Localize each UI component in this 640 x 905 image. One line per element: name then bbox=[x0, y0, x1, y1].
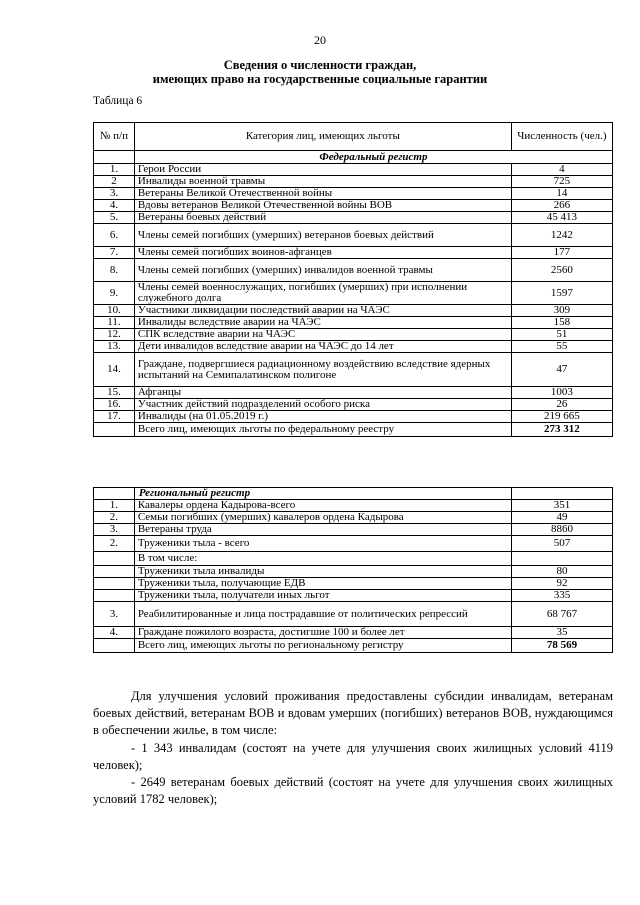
row-category: СПК вследствие аварии на ЧАЭС bbox=[134, 329, 511, 341]
including-row bbox=[94, 552, 613, 566]
table-row bbox=[94, 200, 613, 212]
row-count: 49 bbox=[511, 512, 612, 524]
row-count: 78 569 bbox=[511, 639, 612, 653]
section-title-federal: Федеральный регистр bbox=[134, 151, 612, 164]
row-number: 16. bbox=[94, 399, 135, 411]
row-category: Труженики тыла инвалиды bbox=[134, 566, 511, 578]
row-number: 8. bbox=[94, 259, 135, 282]
empty-cell bbox=[94, 566, 135, 578]
empty-cell bbox=[511, 488, 612, 500]
sub-row bbox=[94, 578, 613, 590]
section-row-regional bbox=[94, 488, 613, 500]
row-count: 266 bbox=[511, 200, 612, 212]
table-label: Таблица 6 bbox=[93, 95, 143, 107]
table-header-row bbox=[94, 123, 613, 151]
row-category: Кавалеры ордена Кадырова-всего bbox=[134, 500, 511, 512]
table-row bbox=[94, 164, 613, 176]
row-count: 45 413 bbox=[511, 212, 612, 224]
empty-cell bbox=[94, 423, 135, 437]
row-number: 1. bbox=[94, 164, 135, 176]
empty-cell bbox=[94, 151, 135, 164]
row-category: Члены семей погибших (умерших) инвалидов военной травмы bbox=[134, 259, 511, 282]
federal-register-table bbox=[93, 122, 613, 437]
sub-row bbox=[94, 590, 613, 602]
row-number: 3. bbox=[94, 602, 135, 627]
row-category: Члены семей военнослужащих, погибших (умерших) при исполнении служебного долга bbox=[134, 282, 511, 305]
row-category: Члены семей погибших (умерших) ветеранов боевых действий bbox=[134, 224, 511, 247]
row-count: 158 bbox=[511, 317, 612, 329]
row-category: Граждане, подвергшиеся радиационному воздействию вследствие ядерных испытаний на Семипалатинском полигоне bbox=[134, 353, 511, 387]
row-number: 15. bbox=[94, 387, 135, 399]
row-category: Ветераны боевых действий bbox=[134, 212, 511, 224]
row-number: 3. bbox=[94, 524, 135, 536]
table-row bbox=[94, 399, 613, 411]
table-row bbox=[94, 329, 613, 341]
table-row bbox=[94, 176, 613, 188]
table-row bbox=[94, 512, 613, 524]
row-number: 14. bbox=[94, 353, 135, 387]
row-category: Семьи погибших (умерших) кавалеров ордена Кадырова bbox=[134, 512, 511, 524]
table-row bbox=[94, 188, 613, 200]
regional-register-table bbox=[93, 487, 613, 653]
paragraph-invalids: - 1 343 инвалидам (состоят на учете для улучшения своих жилищных условий 4119 человек); bbox=[93, 741, 613, 772]
row-category: Ветераны Великой Отечественной войны bbox=[134, 188, 511, 200]
row-category: Реабилитированные и лица пострадавшие от политических репрессий bbox=[134, 602, 511, 627]
row-count: 351 bbox=[511, 500, 612, 512]
empty-cell bbox=[94, 639, 135, 653]
row-count: 8860 bbox=[511, 524, 612, 536]
table-row bbox=[94, 212, 613, 224]
table-row bbox=[94, 524, 613, 536]
row-category: Вдовы ветеранов Великой Отечественной войны ВОВ bbox=[134, 200, 511, 212]
sub-row bbox=[94, 566, 613, 578]
row-count: 80 bbox=[511, 566, 612, 578]
table-row bbox=[94, 224, 613, 247]
row-count: 35 bbox=[511, 627, 612, 639]
table-row bbox=[94, 627, 613, 639]
table-row bbox=[94, 500, 613, 512]
row-category: Герои России bbox=[134, 164, 511, 176]
row-number: 2 bbox=[94, 176, 135, 188]
row-category: Труженики тыла - всего bbox=[134, 536, 511, 552]
paragraph-subsidies: Для улучшения условий проживания предоставлены субсидии инвалидам, ветеранам боевых действий, ветеранам ВОВ и вдовам умерших (погибших) ветеранов ВОВ, нуждающимся в обеспечении жилье, в том числе: bbox=[93, 689, 613, 737]
total-row-federal bbox=[94, 423, 613, 437]
total-row-regional bbox=[94, 639, 613, 653]
row-category: Дети инвалидов вследствие аварии на ЧАЭС до 14 лет bbox=[134, 341, 511, 353]
header-category: Категория лиц, имеющих льготы bbox=[134, 123, 511, 151]
empty-cell bbox=[94, 552, 135, 566]
empty-cell bbox=[94, 590, 135, 602]
section-title-regional: Региональный регистр bbox=[134, 488, 511, 500]
row-number: 1. bbox=[94, 500, 135, 512]
table-row bbox=[94, 282, 613, 305]
row-category: Труженики тыла, получатели иных льгот bbox=[134, 590, 511, 602]
row-number: 17. bbox=[94, 411, 135, 423]
row-count: 1242 bbox=[511, 224, 612, 247]
table-row bbox=[94, 341, 613, 353]
row-count: 177 bbox=[511, 247, 612, 259]
row-number: 13. bbox=[94, 341, 135, 353]
row-count: 1003 bbox=[511, 387, 612, 399]
table-row bbox=[94, 411, 613, 423]
row-category: Члены семей погибших воинов-афганцев bbox=[134, 247, 511, 259]
row-number: 7. bbox=[94, 247, 135, 259]
row-number: 4. bbox=[94, 627, 135, 639]
empty-cell bbox=[94, 578, 135, 590]
row-category: Участники ликвидации последствий аварии на ЧАЭС bbox=[134, 305, 511, 317]
row-count: 219 665 bbox=[511, 411, 612, 423]
row-number: 5. bbox=[94, 212, 135, 224]
page-number: 20 bbox=[314, 33, 326, 47]
table-row bbox=[94, 602, 613, 627]
row-category: Всего лиц, имеющих льготы по федеральному реестру bbox=[134, 423, 511, 437]
row-count: 1597 bbox=[511, 282, 612, 305]
row-category: Всего лиц, имеющих льготы по региональному регистру bbox=[134, 639, 511, 653]
row-category: Инвалиды военной травмы bbox=[134, 176, 511, 188]
row-count: 507 bbox=[511, 536, 612, 552]
row-count: 335 bbox=[511, 590, 612, 602]
row-count: 14 bbox=[511, 188, 612, 200]
table-row bbox=[94, 317, 613, 329]
row-number: 3. bbox=[94, 188, 135, 200]
row-category: Граждане пожилого возраста, достигшие 100 и более лет bbox=[134, 627, 511, 639]
row-count: 26 bbox=[511, 399, 612, 411]
document-title bbox=[0, 58, 640, 86]
row-count: 68 767 bbox=[511, 602, 612, 627]
row-number: 10. bbox=[94, 305, 135, 317]
empty-cell bbox=[94, 488, 135, 500]
empty-cell bbox=[511, 552, 612, 566]
row-category: Ветераны труда bbox=[134, 524, 511, 536]
row-category: Участник действий подразделений особого риска bbox=[134, 399, 511, 411]
row-count: 725 bbox=[511, 176, 612, 188]
table-row bbox=[94, 259, 613, 282]
title-line-2: имеющих право на государственные социальные гарантии bbox=[152, 72, 488, 86]
row-count: 47 bbox=[511, 353, 612, 387]
paragraph-veterans: - 2649 ветеранам боевых действий (состоят на учете для улучшения своих жилищных условий 1782 человек); bbox=[93, 775, 613, 806]
header-count: Численность (чел.) bbox=[511, 123, 612, 151]
row-number: 12. bbox=[94, 329, 135, 341]
row-category: Инвалиды (на 01.05.2019 г.) bbox=[134, 411, 511, 423]
row-count: 92 bbox=[511, 578, 612, 590]
row-number: 11. bbox=[94, 317, 135, 329]
row-count: 4 bbox=[511, 164, 612, 176]
row-number: 6. bbox=[94, 224, 135, 247]
row-number: 4. bbox=[94, 200, 135, 212]
table-row bbox=[94, 305, 613, 317]
row-number: 2. bbox=[94, 536, 135, 552]
row-count: 55 bbox=[511, 341, 612, 353]
table-row bbox=[94, 247, 613, 259]
row-category: Труженики тыла, получающие ЕДВ bbox=[134, 578, 511, 590]
row-count: 273 312 bbox=[511, 423, 612, 437]
table-row bbox=[94, 387, 613, 399]
row-count: 309 bbox=[511, 305, 612, 317]
table-row bbox=[94, 536, 613, 552]
row-category: Инвалиды вследствие аварии на ЧАЭС bbox=[134, 317, 511, 329]
row-count: 2560 bbox=[511, 259, 612, 282]
title-line-1: Сведения о численности граждан, bbox=[223, 58, 417, 72]
header-number: № п/п bbox=[94, 123, 135, 151]
row-number: 9. bbox=[94, 282, 135, 305]
row-category: В том числе: bbox=[134, 552, 511, 566]
table-row bbox=[94, 353, 613, 387]
row-number: 2. bbox=[94, 512, 135, 524]
row-count: 51 bbox=[511, 329, 612, 341]
row-category: Афганцы bbox=[134, 387, 511, 399]
section-row-federal bbox=[94, 151, 613, 164]
